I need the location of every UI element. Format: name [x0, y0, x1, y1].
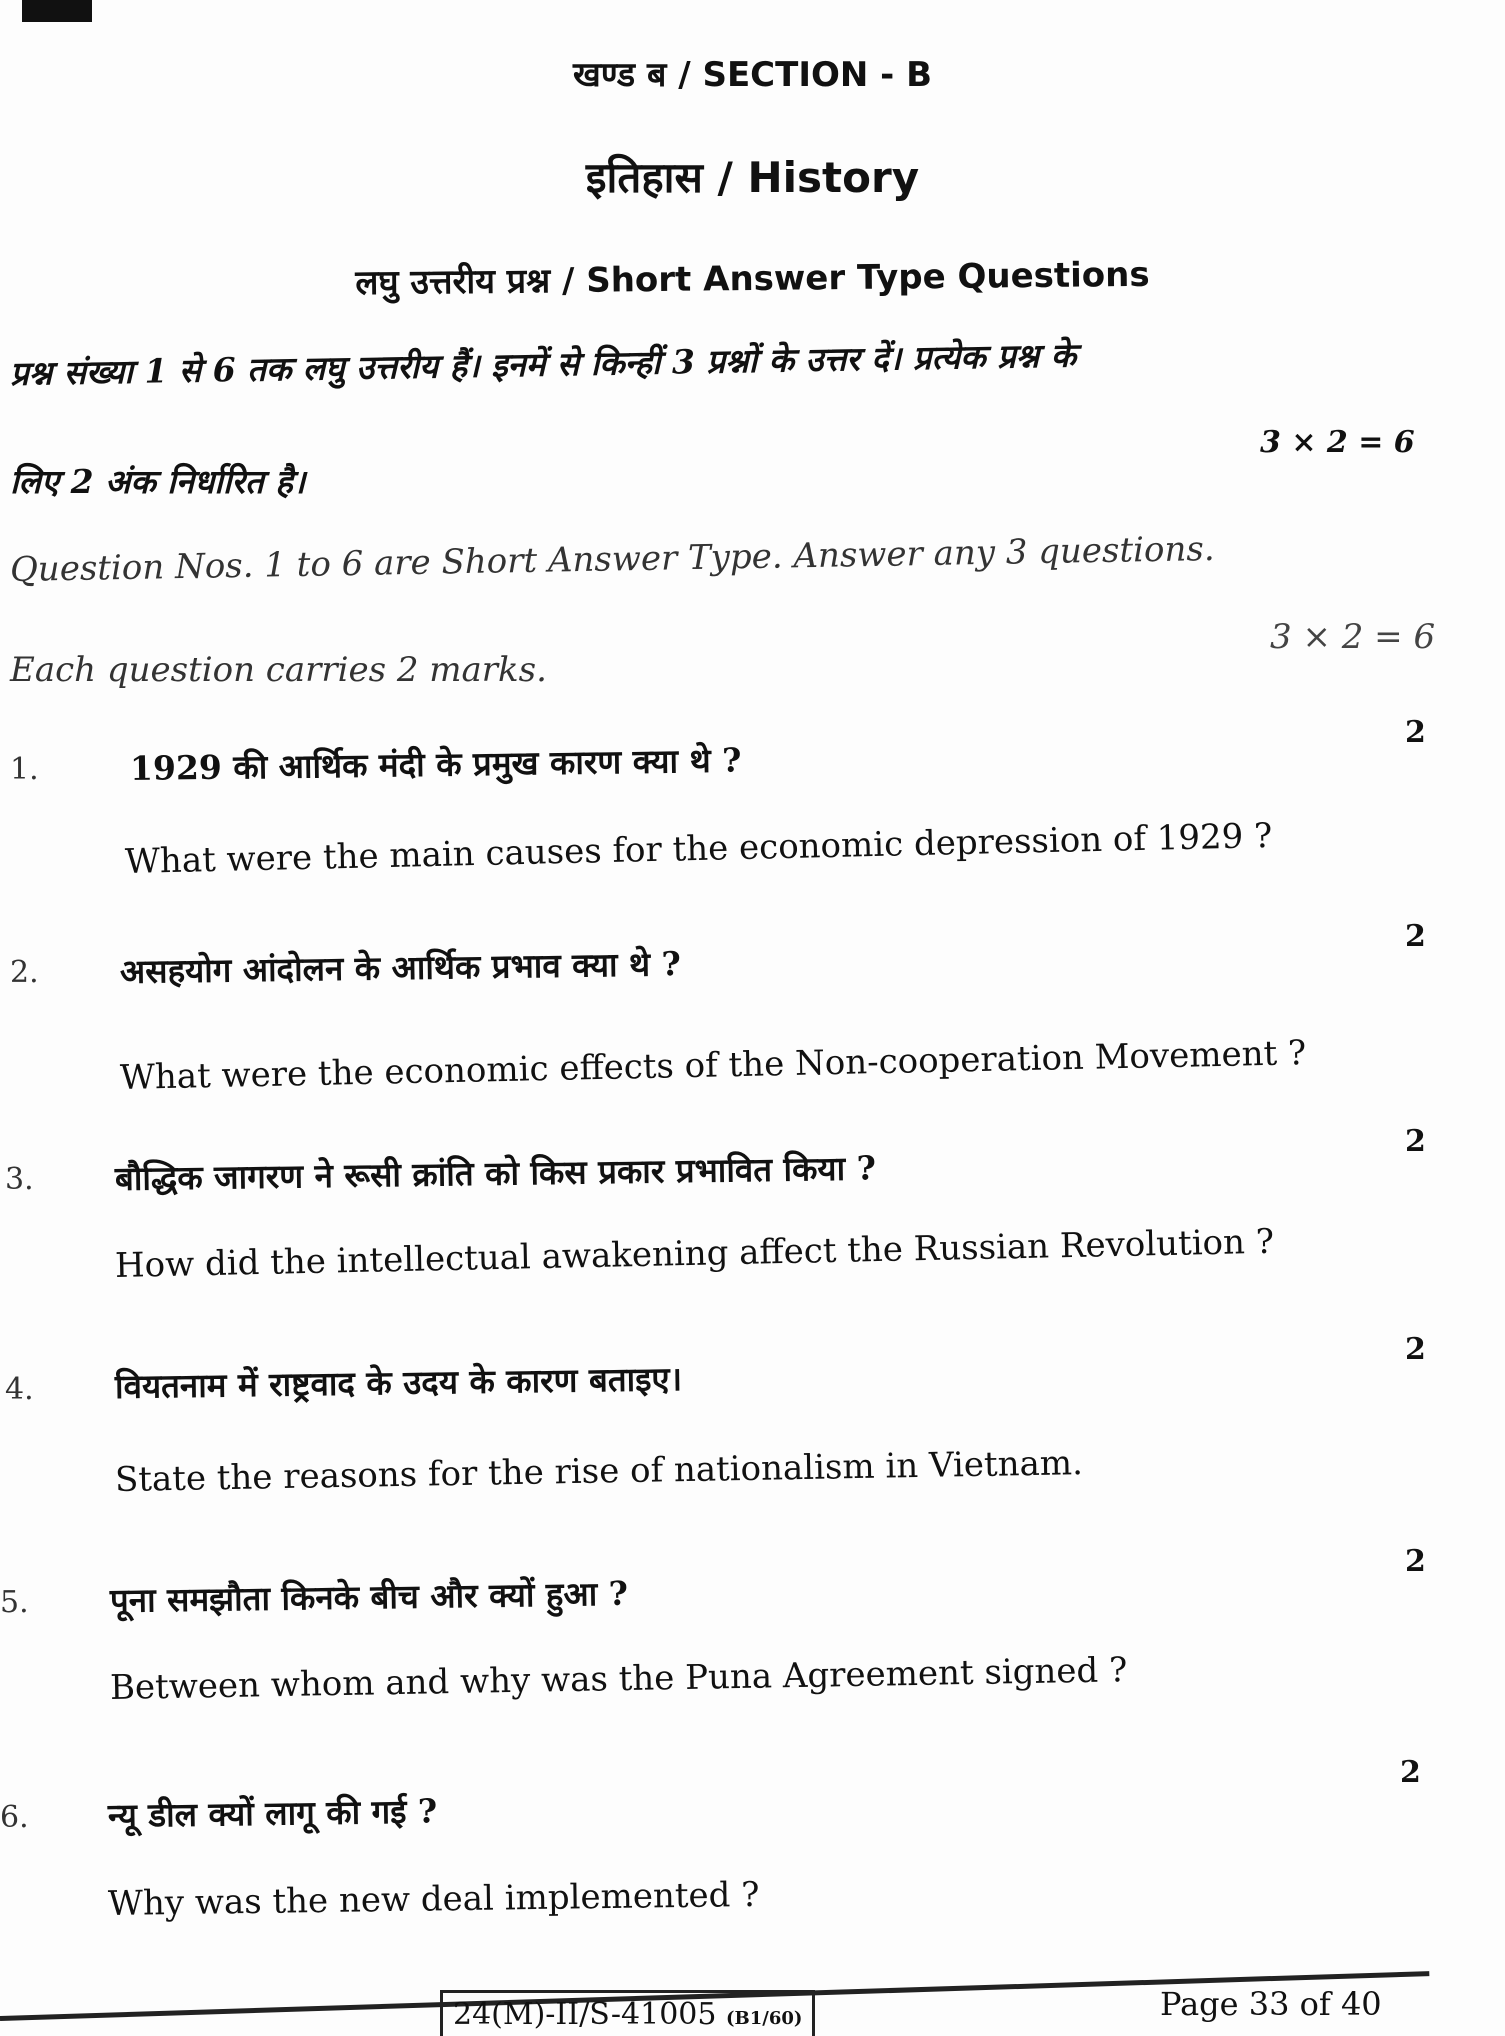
- question-5-hindi: पूना समझौता किनके बीच और क्यों हुआ ?: [109, 1573, 629, 1620]
- corner-mark: [22, 0, 92, 22]
- question-4-hindi: वियतनाम में राष्ट्रवाद के उदय के कारण बताइए।: [114, 1359, 683, 1406]
- question-1-hindi: 1929 की आर्थिक मंदी के प्रमुख कारण क्या थे ?: [129, 740, 742, 788]
- question-5-number: 5.: [0, 1585, 29, 1620]
- instruction-english-marks: 3 × 2 = 6: [1270, 617, 1436, 657]
- question-6-hindi: न्यू डील क्यों लागू की गई ?: [107, 1791, 438, 1835]
- subject-heading: इतिहास / History: [585, 153, 920, 202]
- question-2-marks: 2: [1405, 919, 1426, 954]
- instruction-hindi-line2: लिए 2 अंक निर्धारित है।: [10, 462, 306, 501]
- question-2-hindi: असहयोग आंदोलन के आर्थिक प्रभाव क्या थे ?: [119, 944, 682, 991]
- instruction-hindi-line1: प्रश्न संख्या 1 से 6 तक लघु उत्तरीय हैं। इनमें से किन्हीं 3 प्रश्नों के उत्तर दें। प्रत्येक प्रश्न के: [9, 335, 1077, 393]
- question-type-heading: लघु उत्तरीय प्रश्न / Short Answer Type Questions: [355, 254, 1150, 304]
- question-2-english: What were the economic effects of the Non-cooperation Movement ?: [119, 1033, 1307, 1098]
- question-4-english: State the reasons for the rise of nationalism in Vietnam.: [114, 1443, 1084, 1500]
- question-6-number: 6.: [0, 1800, 29, 1835]
- question-4-number: 4.: [5, 1372, 34, 1407]
- question-6-marks: 2: [1400, 1755, 1421, 1790]
- question-1-number: 1.: [10, 752, 39, 787]
- paper-code-box: [440, 1990, 815, 2036]
- question-4-marks: 2: [1405, 1332, 1426, 1367]
- instruction-english-line1: Question Nos. 1 to 6 are Short Answer Type. Answer any 3 questions.: [9, 528, 1215, 590]
- question-3-number: 3.: [5, 1162, 34, 1197]
- question-1-english: What were the main causes for the economic depression of 1929 ?: [124, 815, 1273, 882]
- instruction-english-line2: Each question carries 2 marks.: [10, 650, 547, 690]
- section-heading: खण्ड ब / SECTION - B: [572, 55, 933, 95]
- question-5-english: Between whom and why was the Puna Agreement signed ?: [109, 1650, 1128, 1708]
- question-3-marks: 2: [1405, 1124, 1426, 1159]
- question-1-marks: 2: [1405, 715, 1426, 750]
- instruction-hindi-marks: 3 × 2 = 6: [1260, 425, 1415, 460]
- question-3-hindi: बौद्धिक जागरण ने रूसी क्रांति को किस प्रकार प्रभावित किया ?: [114, 1148, 877, 1198]
- page-number: Page 33 of 40: [1160, 1985, 1382, 2023]
- question-2-number: 2.: [10, 955, 39, 990]
- question-6-english: Why was the new deal implemented ?: [107, 1874, 760, 1924]
- paper-code: 24(M)-II/S-41005: [453, 1997, 717, 2032]
- paper-code-suffix: (B1/60): [726, 2008, 803, 2029]
- question-5-marks: 2: [1405, 1544, 1426, 1579]
- question-3-english: How did the intellectual awakening affect the Russian Revolution ?: [114, 1221, 1275, 1286]
